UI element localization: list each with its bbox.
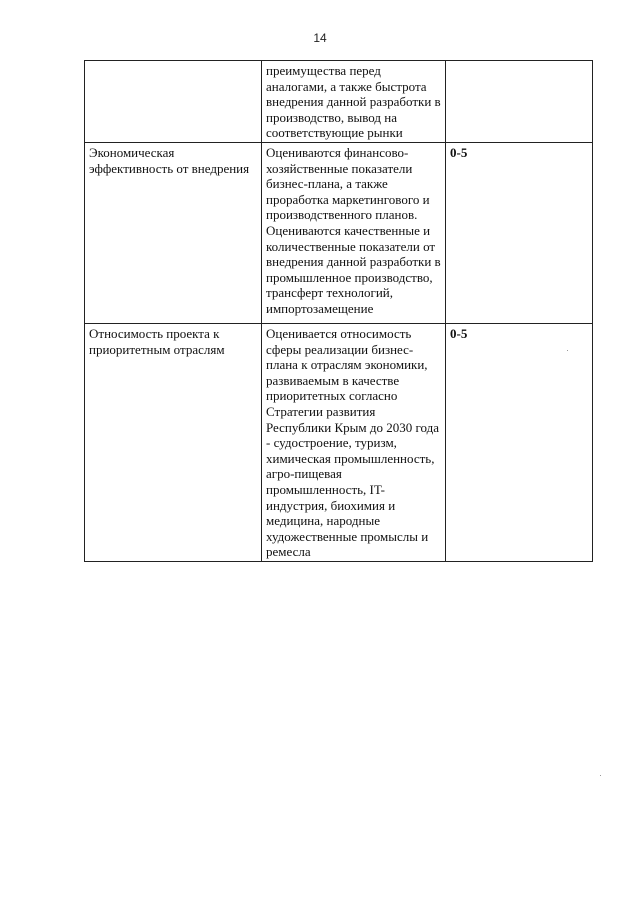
table-row [85,61,593,143]
table-row [85,142,593,323]
scan-speck [600,775,601,776]
criterion-cell: Экономическая эффективность от внедрения [85,142,262,323]
criterion-cell: Относимость проекта к приоритетным отраслям [85,323,262,561]
criteria-table [84,60,593,562]
score-cell [446,61,593,143]
description-cell: преимущества перед аналогами, а также быстрота внедрения данной разработки в производство, вывод на соответствующие рынки [262,61,446,143]
scan-speck [567,350,568,351]
description-cell: Оцениваются финансово-хозяйственные показатели бизнес-плана, а также проработка маркетингового и производственного планов. Оцениваются качественные и количественные показатели от внедрения данной разработки в промышленное производство, трансферт технологий, импортозамещение [262,142,446,323]
page-number: 14 [313,31,327,45]
table-row [85,323,593,561]
score-cell: 0-5 [446,323,593,561]
criterion-cell [85,61,262,143]
score-cell: 0-5 [446,142,593,323]
description-cell: Оценивается относимость сферы реализации бизнес-плана к отраслям экономики, развиваемым в качестве приоритетных согласно Стратегии развития Республики Крым до 2030 года - судостроение, туризм, химическая промышленность, агро-пищевая промышленность, IT-индустрия, биохимия и медицина, народные художественные промыслы и ремесла [262,323,446,561]
